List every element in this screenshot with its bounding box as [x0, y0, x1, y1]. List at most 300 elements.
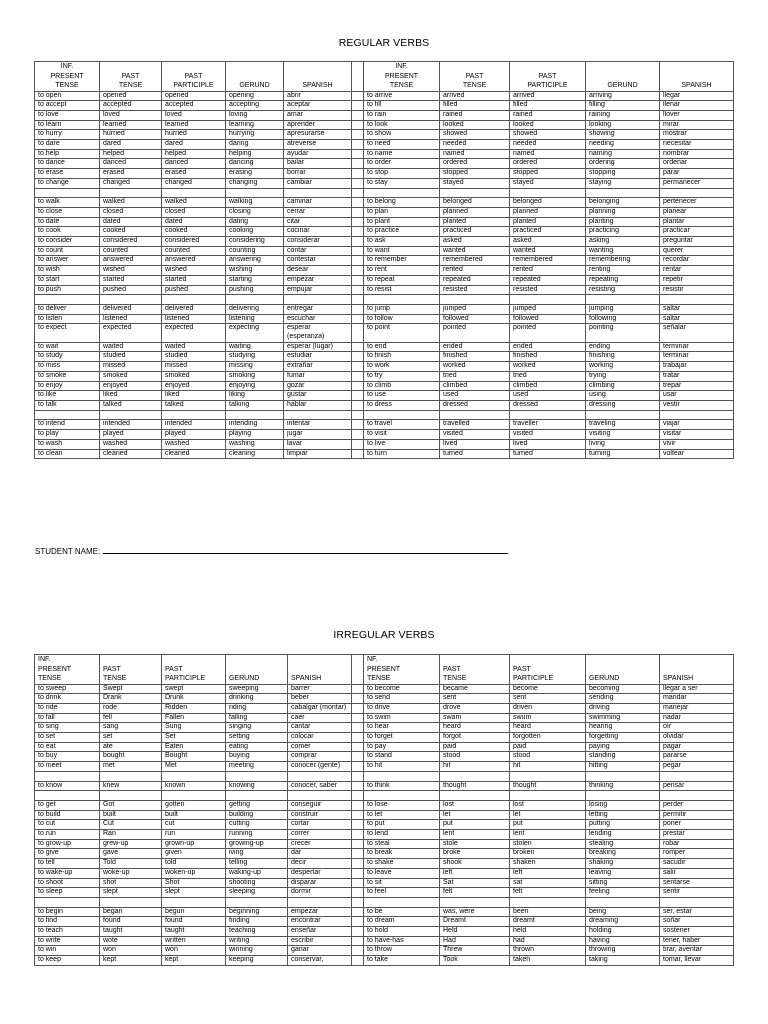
- past-participle-cell: tried: [510, 371, 586, 381]
- gerund-cell: listening: [226, 314, 284, 324]
- header-infinitive: NF. PRESENT TENSE: [364, 655, 440, 685]
- table-row: [35, 91, 734, 101]
- past-tense-cell: heard: [440, 723, 510, 733]
- spanish-cell: viajar: [660, 420, 734, 430]
- spanish-cell: construir: [288, 810, 352, 820]
- past-participle-cell: felt: [510, 888, 586, 898]
- past-tense-cell: set: [100, 733, 162, 743]
- gerund-cell: finding: [226, 917, 288, 927]
- gerund-cell: considering: [226, 237, 284, 247]
- infinitive-cell: to deliver: [35, 304, 100, 314]
- infinitive-cell: to buy: [35, 752, 100, 762]
- infinitive-cell: to lend: [364, 830, 440, 840]
- past-participle-cell: needed: [510, 140, 586, 150]
- spanish-cell: llegar a ser: [660, 684, 734, 694]
- infinitive-cell: to find: [35, 917, 100, 927]
- infinitive-cell: to sit: [364, 878, 440, 888]
- past-tense-cell: won: [100, 946, 162, 956]
- infinitive-cell: to run: [35, 830, 100, 840]
- column-separator: [352, 723, 364, 733]
- spanish-cell: barrer: [288, 684, 352, 694]
- table-row: [35, 120, 734, 130]
- gerund-cell: climbing: [586, 381, 660, 391]
- gerund-cell: becoming: [586, 684, 660, 694]
- group-spacer-row: [35, 410, 734, 420]
- infinitive-cell: to open: [35, 91, 100, 101]
- gerund-cell: building: [226, 810, 288, 820]
- column-separator: [352, 430, 364, 440]
- gerund-cell: asking: [586, 237, 660, 247]
- header-past-participle: PAST PARTICIPLE: [162, 62, 226, 92]
- infinitive-cell: to hear: [364, 723, 440, 733]
- past-tense-cell: expected: [100, 324, 162, 342]
- past-participle-cell: wished: [162, 266, 226, 276]
- column-separator: [352, 946, 364, 956]
- infinitive-cell: to get: [35, 800, 100, 810]
- gerund-cell: traveling: [586, 420, 660, 430]
- spanish-cell: planear: [660, 207, 734, 217]
- infinitive-cell: to wait: [35, 342, 100, 352]
- past-participle-cell: played: [162, 430, 226, 440]
- spanish-cell: gozar: [284, 381, 352, 391]
- past-participle-cell: wanted: [510, 246, 586, 256]
- gerund-cell: hurrying: [226, 130, 284, 140]
- gerund-cell: pushing: [226, 285, 284, 295]
- past-tense-cell: dressed: [440, 401, 510, 411]
- column-separator: [352, 110, 364, 120]
- header-past-tense: PAST TENSE: [100, 655, 162, 685]
- infinitive-cell: to fill: [364, 101, 440, 111]
- column-separator: [352, 266, 364, 276]
- column-separator: [352, 246, 364, 256]
- gerund-cell: shooting: [226, 878, 288, 888]
- infinitive-cell: to close: [35, 207, 100, 217]
- spanish-cell: oír: [660, 723, 734, 733]
- infinitive-cell: to date: [35, 217, 100, 227]
- spacer-cell: [162, 188, 226, 198]
- spanish-cell: voltear: [660, 449, 734, 459]
- past-tense-cell: erased: [100, 169, 162, 179]
- irregular-verbs-body: [35, 655, 734, 966]
- gerund-cell: hearing: [586, 723, 660, 733]
- spanish-cell: nadar: [660, 713, 734, 723]
- past-participle-cell: arrived: [510, 91, 586, 101]
- spanish-cell: saltar: [660, 304, 734, 314]
- spanish-cell: repetir: [660, 275, 734, 285]
- spanish-cell: sacudir: [660, 859, 734, 869]
- past-participle-cell: looked: [510, 120, 586, 130]
- spacer-cell: [510, 188, 586, 198]
- past-participle-cell: delivered: [162, 304, 226, 314]
- column-separator: [352, 733, 364, 743]
- table-row: [35, 800, 734, 810]
- past-tense-cell: Drank: [100, 694, 162, 704]
- table-row: [35, 304, 734, 314]
- past-tense-cell: answered: [100, 256, 162, 266]
- past-tense-cell: helped: [100, 149, 162, 159]
- column-separator: [352, 907, 364, 917]
- spanish-cell: saltar: [660, 314, 734, 324]
- column-separator: [352, 362, 364, 372]
- past-participle-cell: Set: [162, 733, 226, 743]
- column-separator: [352, 401, 364, 411]
- spanish-cell: tomar, llevar: [660, 956, 734, 966]
- spanish-cell: tirar, aventar: [660, 946, 734, 956]
- gerund-cell: swimming: [586, 713, 660, 723]
- past-tense-cell: filled: [440, 101, 510, 111]
- past-tense-cell: opened: [100, 91, 162, 101]
- infinitive-cell: to sleep: [35, 888, 100, 898]
- past-participle-cell: dared: [162, 140, 226, 150]
- past-tense-cell: built: [100, 810, 162, 820]
- gerund-cell: keeping: [226, 956, 288, 966]
- past-tense-cell: delivered: [100, 304, 162, 314]
- column-separator: [352, 381, 364, 391]
- past-tense-cell: liked: [100, 391, 162, 401]
- infinitive-cell: to meet: [35, 762, 100, 772]
- past-participle-cell: intended: [162, 420, 226, 430]
- spanish-cell: pagar: [660, 742, 734, 752]
- gerund-cell: sitting: [586, 878, 660, 888]
- table-row: [35, 381, 734, 391]
- table-row: [35, 810, 734, 820]
- infinitive-cell: to dream: [364, 917, 440, 927]
- spacer-cell: [226, 188, 284, 198]
- infinitive-cell: to use: [364, 391, 440, 401]
- past-participle-cell: listened: [162, 314, 226, 324]
- past-tense-cell: talked: [100, 401, 162, 411]
- spanish-cell: practicar: [660, 227, 734, 237]
- past-tense-cell: ended: [440, 342, 510, 352]
- header-spanish: SPANISH: [288, 655, 352, 685]
- column-separator: [352, 849, 364, 859]
- column-separator: [352, 449, 364, 459]
- spanish-cell: mostrar: [660, 130, 734, 140]
- gerund-cell: waking-up: [226, 868, 288, 878]
- spacer-cell: [586, 410, 660, 420]
- column-separator: [352, 859, 364, 869]
- infinitive-cell: to build: [35, 810, 100, 820]
- past-participle-cell: danced: [162, 159, 226, 169]
- past-tense-cell: showed: [440, 130, 510, 140]
- spacer-cell: [100, 771, 162, 781]
- past-tense-cell: lived: [440, 439, 510, 449]
- column-separator: [352, 198, 364, 208]
- column-separator: [352, 178, 364, 188]
- spacer-cell: [364, 897, 440, 907]
- past-tense-cell: walked: [100, 198, 162, 208]
- past-tense-cell: shot: [100, 878, 162, 888]
- infinitive-cell: to steal: [364, 839, 440, 849]
- spanish-cell: hablar: [284, 401, 352, 411]
- spacer-cell: [288, 791, 352, 801]
- past-tense-cell: ate: [100, 742, 162, 752]
- spanish-cell: abrir: [284, 91, 352, 101]
- spanish-cell: empujar: [284, 285, 352, 295]
- gerund-cell: setting: [226, 733, 288, 743]
- past-participle-cell: washed: [162, 439, 226, 449]
- gerund-cell: trying: [586, 371, 660, 381]
- spanish-cell: jugar: [284, 430, 352, 440]
- infinitive-cell: to hurry: [35, 130, 100, 140]
- past-tense-cell: grew-up: [100, 839, 162, 849]
- table-row: [35, 198, 734, 208]
- past-participle-cell: kept: [162, 956, 226, 966]
- spanish-cell: señalar: [660, 324, 734, 342]
- infinitive-cell: to sweep: [35, 684, 100, 694]
- past-participle-cell: learned: [162, 120, 226, 130]
- student-name-line[interactable]: [103, 546, 508, 554]
- infinitive-cell: to finish: [364, 352, 440, 362]
- past-tense-cell: wanted: [440, 246, 510, 256]
- infinitive-cell: to wish: [35, 266, 100, 276]
- header-past-tense: PAST TENSE: [100, 62, 162, 92]
- past-tense-cell: thought: [440, 781, 510, 791]
- infinitive-cell: to follow: [364, 314, 440, 324]
- spanish-cell: beber: [288, 694, 352, 704]
- past-tense-cell: worked: [440, 362, 510, 372]
- gerund-cell: leaving: [586, 868, 660, 878]
- table-row: [35, 956, 734, 966]
- gerund-cell: learning: [226, 120, 284, 130]
- spacer-cell: [162, 771, 226, 781]
- gerund-cell: resisting: [586, 285, 660, 295]
- past-tense-cell: Threw: [440, 946, 510, 956]
- spacer-cell: [288, 897, 352, 907]
- gerund-cell: iving: [226, 849, 288, 859]
- past-tense-cell: wished: [100, 266, 162, 276]
- infinitive-cell: to tell: [35, 859, 100, 869]
- past-tense-cell: cleaned: [100, 449, 162, 459]
- past-participle-cell: Met: [162, 762, 226, 772]
- past-tense-cell: washed: [100, 439, 162, 449]
- spanish-cell: terminar: [660, 352, 734, 362]
- spacer-cell: [35, 897, 100, 907]
- spanish-cell: comprar: [288, 752, 352, 762]
- gerund-cell: playing: [226, 430, 284, 440]
- spanish-cell: prestar: [660, 830, 734, 840]
- past-tense-cell: pointed: [440, 324, 510, 342]
- infinitive-cell: to repeat: [364, 275, 440, 285]
- infinitive-cell: to talk: [35, 401, 100, 411]
- spanish-cell: permitir: [660, 810, 734, 820]
- infinitive-cell: to cook: [35, 227, 100, 237]
- infinitive-cell: to fall: [35, 713, 100, 723]
- spanish-cell: contestar: [284, 256, 352, 266]
- column-separator: [352, 159, 364, 169]
- past-participle-cell: cooked: [162, 227, 226, 237]
- past-participle-cell: stopped: [510, 169, 586, 179]
- table-row: [35, 907, 734, 917]
- past-tense-cell: felt: [440, 888, 510, 898]
- spanish-cell: salir: [660, 868, 734, 878]
- past-participle-cell: practiced: [510, 227, 586, 237]
- infinitive-cell: to consider: [35, 237, 100, 247]
- column-separator: [352, 655, 364, 685]
- past-tense-cell: rented: [440, 266, 510, 276]
- header-spanish: SPANISH: [660, 62, 734, 92]
- gerund-cell: wanting: [586, 246, 660, 256]
- spacer-cell: [100, 791, 162, 801]
- past-tense-cell: Got: [100, 800, 162, 810]
- column-separator: [352, 420, 364, 430]
- past-participle-cell: changed: [162, 178, 226, 188]
- past-tense-cell: let: [440, 810, 510, 820]
- past-participle-cell: won: [162, 946, 226, 956]
- infinitive-cell: to rent: [364, 266, 440, 276]
- gerund-cell: starting: [226, 275, 284, 285]
- irregular-verbs-title: IRREGULAR VERBS: [333, 629, 435, 641]
- table-row: [35, 149, 734, 159]
- past-tense-cell: stopped: [440, 169, 510, 179]
- past-participle-cell: put: [510, 820, 586, 830]
- past-tense-cell: knew: [100, 781, 162, 791]
- past-tense-cell: swam: [440, 713, 510, 723]
- column-separator: [352, 169, 364, 179]
- spanish-cell: vestir: [660, 401, 734, 411]
- infinitive-cell: to stay: [364, 178, 440, 188]
- past-participle-cell: told: [162, 859, 226, 869]
- gerund-cell: being: [586, 907, 660, 917]
- spanish-cell: llover: [660, 110, 734, 120]
- column-separator: [352, 149, 364, 159]
- past-participle-cell: showed: [510, 130, 586, 140]
- spacer-cell: [510, 410, 586, 420]
- table-row: [35, 371, 734, 381]
- past-participle-cell: run: [162, 830, 226, 840]
- spacer-cell: [510, 791, 586, 801]
- past-participle-cell: held: [510, 927, 586, 937]
- spanish-cell: ganar: [288, 946, 352, 956]
- infinitive-cell: to name: [364, 149, 440, 159]
- past-participle-cell: turned: [510, 449, 586, 459]
- past-participle-cell: liked: [162, 391, 226, 401]
- table-row: [35, 878, 734, 888]
- past-tense-cell: kept: [100, 956, 162, 966]
- past-participle-cell: used: [510, 391, 586, 401]
- infinitive-cell: to show: [364, 130, 440, 140]
- infinitive-cell: to wake-up: [35, 868, 100, 878]
- spacer-cell: [35, 771, 100, 781]
- infinitive-cell: to accept: [35, 101, 100, 111]
- infinitive-cell: to climb: [364, 381, 440, 391]
- past-participle-cell: lost: [510, 800, 586, 810]
- past-participle-cell: repeated: [510, 275, 586, 285]
- gerund-cell: filling: [586, 101, 660, 111]
- column-separator: [352, 256, 364, 266]
- past-tense-cell: broke: [440, 849, 510, 859]
- past-participle-cell: swum: [510, 713, 586, 723]
- spacer-cell: [352, 897, 364, 907]
- spanish-cell: permanecer: [660, 178, 734, 188]
- column-separator: [352, 275, 364, 285]
- infinitive-cell: to teach: [35, 927, 100, 937]
- infinitive-cell: to remember: [364, 256, 440, 266]
- table-row: [35, 169, 734, 179]
- column-separator: [352, 227, 364, 237]
- gerund-cell: waiting: [226, 342, 284, 352]
- spacer-cell: [352, 771, 364, 781]
- infinitive-cell: to smoke: [35, 371, 100, 381]
- spanish-cell: extrañar: [284, 362, 352, 372]
- past-participle-cell: started: [162, 275, 226, 285]
- infinitive-cell: to help: [35, 149, 100, 159]
- regular-verbs-table: [34, 61, 734, 459]
- infinitive-cell: to listen: [35, 314, 100, 324]
- gerund-cell: throwing: [586, 946, 660, 956]
- past-participle-cell: pointed: [510, 324, 586, 342]
- spacer-cell: [226, 771, 288, 781]
- past-tense-cell: Swept: [100, 684, 162, 694]
- past-participle-cell: Eaten: [162, 742, 226, 752]
- past-participle-cell: sat: [510, 878, 586, 888]
- spanish-cell: contar: [284, 246, 352, 256]
- past-tense-cell: listened: [100, 314, 162, 324]
- infinitive-cell: to throw: [364, 946, 440, 956]
- table-row: [35, 742, 734, 752]
- past-tense-cell: lent: [440, 830, 510, 840]
- past-participle-cell: worked: [510, 362, 586, 372]
- spanish-cell: usar: [660, 391, 734, 401]
- gerund-cell: washing: [226, 439, 284, 449]
- table-row: [35, 830, 734, 840]
- past-tense-cell: became: [440, 684, 510, 694]
- header-gerund: GERUND: [586, 655, 660, 685]
- table-row: [35, 217, 734, 227]
- infinitive-cell: to become: [364, 684, 440, 694]
- table-row: [35, 178, 734, 188]
- column-separator: [352, 703, 364, 713]
- table-row: [35, 110, 734, 120]
- infinitive-cell: to like: [35, 391, 100, 401]
- past-tense-cell: Held: [440, 927, 510, 937]
- infinitive-cell: to ask: [364, 237, 440, 247]
- spanish-cell: sentarse: [660, 878, 734, 888]
- infinitive-cell: to stop: [364, 169, 440, 179]
- past-participle-cell: accepted: [162, 101, 226, 111]
- past-participle-cell: known: [162, 781, 226, 791]
- spanish-cell: llegar: [660, 91, 734, 101]
- gerund-cell: jumping: [586, 304, 660, 314]
- spanish-cell: preguntar: [660, 237, 734, 247]
- past-tense-cell: met: [100, 762, 162, 772]
- past-participle-cell: finished: [510, 352, 586, 362]
- spacer-cell: [660, 188, 734, 198]
- past-participle-cell: helped: [162, 149, 226, 159]
- gerund-cell: belonging: [586, 198, 660, 208]
- past-tense-cell: followed: [440, 314, 510, 324]
- infinitive-cell: to love: [35, 110, 100, 120]
- gerund-cell: losing: [586, 800, 660, 810]
- spanish-cell: rentar: [660, 266, 734, 276]
- gerund-cell: writing: [226, 936, 288, 946]
- column-separator: [352, 342, 364, 352]
- past-participle-cell: talked: [162, 401, 226, 411]
- past-participle-cell: named: [510, 149, 586, 159]
- past-tense-cell: needed: [440, 140, 510, 150]
- gerund-cell: feeling: [586, 888, 660, 898]
- column-separator: [352, 810, 364, 820]
- past-tense-cell: dared: [100, 140, 162, 150]
- infinitive-cell: to resist: [364, 285, 440, 295]
- gerund-cell: opening: [226, 91, 284, 101]
- column-separator: [352, 956, 364, 966]
- table-row: [35, 733, 734, 743]
- gerund-cell: staying: [586, 178, 660, 188]
- spanish-cell: amar: [284, 110, 352, 120]
- past-tense-cell: paid: [440, 742, 510, 752]
- past-participle-cell: been: [510, 907, 586, 917]
